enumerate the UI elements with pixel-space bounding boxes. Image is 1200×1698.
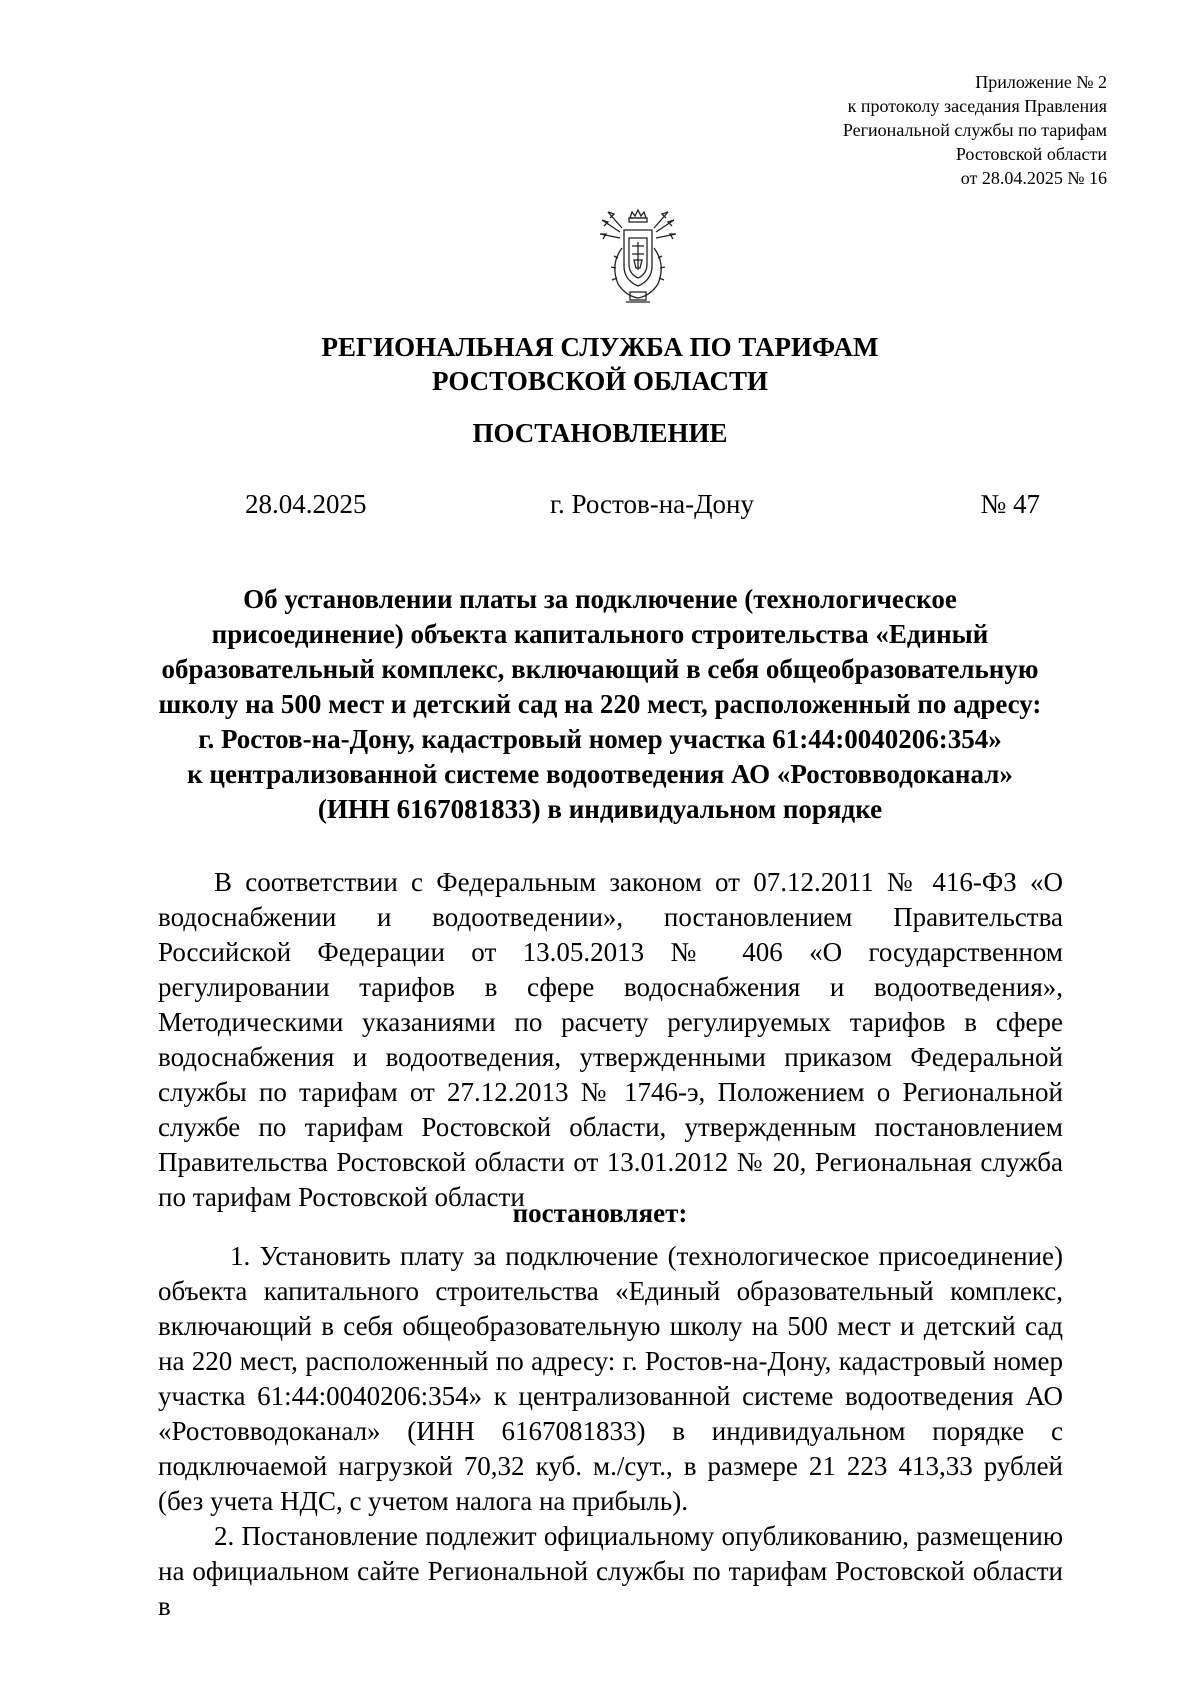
resolution-items bbox=[158, 1239, 1063, 1624]
document-date: 28.04.2025 bbox=[245, 489, 367, 519]
resolves-heading: постановляет: bbox=[512, 1198, 688, 1228]
document-subject bbox=[140, 582, 1060, 827]
subject-line: присоединение) объекта капитального строительства «Единый bbox=[211, 619, 989, 649]
appendix-line: Региональной службы по тарифам bbox=[842, 120, 1107, 140]
resolution-item-2: 2. Постановление подлежит официальному опубликованию, размещению на официальном сайте Региональной службы по тарифам Ростовской области в bbox=[158, 1521, 1063, 1621]
preamble-section bbox=[158, 865, 1063, 1215]
subject-line: Об установлении платы за подключение (технологическое bbox=[243, 584, 957, 614]
organization-title-line: РЕГИОНАЛЬНАЯ СЛУЖБА ПО ТАРИФАМ bbox=[321, 332, 879, 362]
document-city: г. Ростов-на-Дону bbox=[550, 489, 755, 519]
resolution-item-1: 1. Установить плату за подключение (технологическое присоединение) объекта капитального строительства «Единый образовательный комплекс, включающий в себя общеобразовательную школу на 500 мест и детский сад на 220 мест, расположенный по адресу: г. Ростов-на-Дону, кадастровый номер участка 61:44:0040206:354» к централизованной системе водоотведения АО «Ростовводоканал» (ИНН 6167081833) в индивидуальном порядке с подключаемой нагрузкой 70,32 куб. м./сут., в размере 21 223 413,33 рублей (без учета НДС, с учетом налога на прибыль). bbox=[158, 1241, 1063, 1516]
appendix-line: Ростовской области bbox=[955, 144, 1107, 164]
appendix-line: Приложение № 2 bbox=[975, 72, 1107, 92]
subject-line: г. Ростов-на-Дону, кадастровый номер участка 61:44:0040206:354» bbox=[198, 724, 1002, 754]
appendix-line: к протоколу заседания Правления bbox=[847, 96, 1107, 116]
subject-line: образовательный комплекс, включающий в себя общеобразовательную bbox=[161, 654, 1039, 684]
document-number: № 47 bbox=[980, 489, 1040, 519]
coat-of-arms-icon bbox=[596, 208, 680, 308]
document-meta bbox=[245, 487, 1040, 521]
subject-line: к централизованной системе водоотведения АО «Ростовводоканал» bbox=[187, 759, 1013, 789]
organization-title bbox=[0, 330, 1200, 398]
subject-line: школу на 500 мест и детский сад на 220 мест, расположенный по адресу: bbox=[158, 689, 1042, 719]
subject-line: (ИНН 6167081833) в индивидуальном порядке bbox=[317, 794, 883, 824]
document-type: ПОСТАНОВЛЕНИЕ bbox=[472, 418, 728, 448]
coat-of-arms-graphic bbox=[596, 208, 680, 308]
organization-title-line: РОСТОВСКОЙ ОБЛАСТИ bbox=[432, 366, 768, 396]
appendix-note bbox=[843, 70, 1107, 190]
appendix-line: от 28.04.2025 № 16 bbox=[960, 168, 1107, 188]
preamble-paragraph: В соответствии с Федеральным законом от 07.12.2011 № 416-ФЗ «О водоснабжении и водоотведении», постановлением Правительства Российской Федерации от 13.05.2013 № 406 «О государственном регулировании тарифов в сфере водоснабжения и водоотведения», Методическими указаниями по расчету регулируемых тарифов в сфере водоснабжения и водоотведения, утвержденными приказом Федеральной службы по тарифам от 27.12.2013 № 1746-э, Положением о Региональной службе по тарифам Ростовской области, утвержденным постановлением Правительства Ростовской области от 13.01.2012 № 20, Региональная служба по тарифам Ростовской области bbox=[158, 867, 1063, 1212]
